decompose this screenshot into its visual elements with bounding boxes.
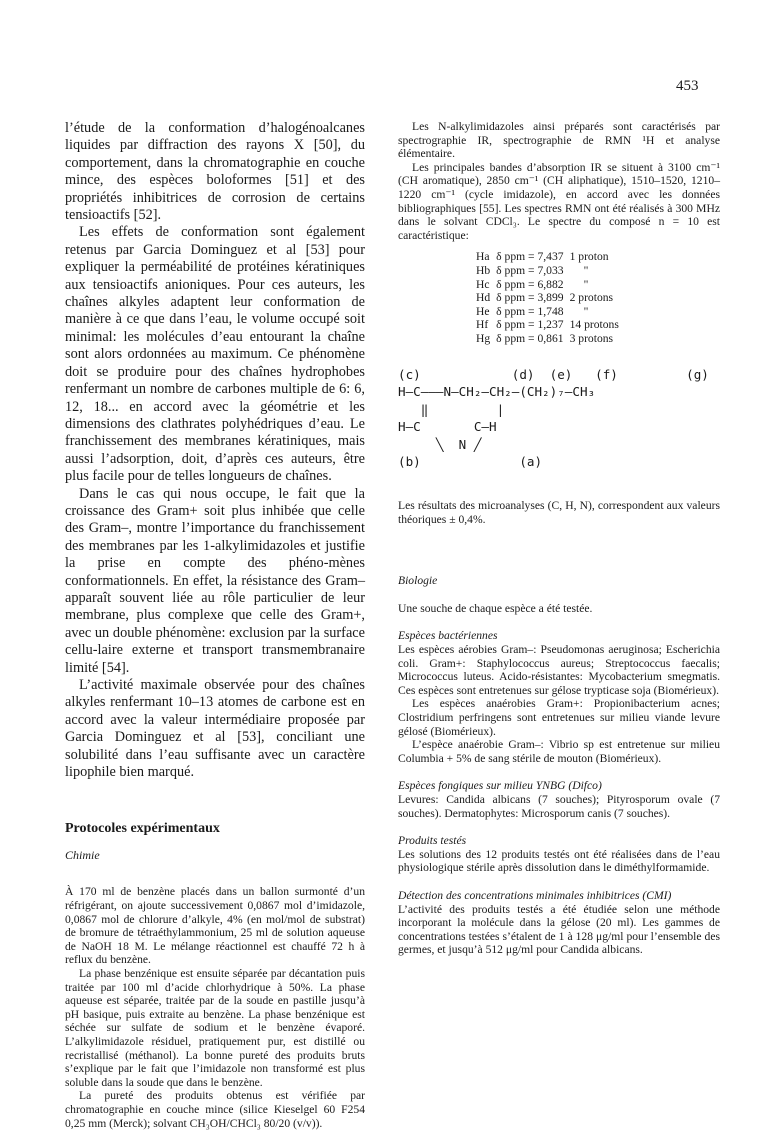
nmr-row: Hf δ ppm = 1,237 14 protons: [476, 318, 619, 332]
chimie-paragraph-1: À 170 ml de benzène placés dans un ballon surmonté d’un réfrigérant, on ajoute successivement 0,0867 mol d’imidazole, 0,0867 mol de chlorure d’alkyle, 4% (en mol/mol de substrat) de bromure de tétraéthylammonium, 25 ml de solution aqueuse de NaOH 18 M. Le mélange réactionnel est chauffé 72 h à reflux du benzène.: [65, 885, 365, 967]
page-number: 453: [676, 78, 699, 94]
nmr-row: Hg δ ppm = 0,861 3 protons: [476, 331, 614, 345]
intro-paragraph: l’étude de la conformation d’halogénoalcanes liquides par diffraction des rayons X [50], du comportement, dans la chromatographie en couche mince, des espèces boloformes [51] et des propriétés inhibitrices de corrosion de certains tensioactifs [52].: [65, 120, 365, 224]
characterisation-paragraph: Les N-alkylimidazoles ainsi préparés sont caractérisés par spectrographie IR, spectrographie de RMN ¹H et analyse élémentaire.: [398, 120, 720, 161]
section-heading: Protocoles expérimentaux: [65, 821, 220, 837]
bacteria-heading: Espèces bactériennes: [398, 629, 498, 643]
nmr-row: He δ ppm = 1,748 ": [476, 304, 589, 318]
bacteria-paragraph-1: Les espèces aérobies Gram–: Pseudomonas aeruginosa; Escherichia coli. Gram+: Staphylococcus aureus; Streptococcus faecalis; Micrococcus luteus. Acido-résistantes: Mycobacterium smegmatis. Ces espèces sont entretenues sur gélose trypticase soja (Biomérieux).: [398, 643, 720, 697]
fungi-paragraph: Levures: Candida albicans (7 souches); Pityrosporum ovale (7 souches). Dermatophytes: Microsporum canis (7 souches).: [398, 792, 720, 820]
chimie-paragraph-3: La pureté des produits obtenus est vérifiée par chromatographie en couche mince (silice Kieselgel 60 F254 0,25 mm (Merck); solvant CH₃OH/CHCl₃ 80/20 (v/v)).: [65, 1089, 365, 1130]
conformation-paragraph: Les effets de conformation sont également retenus par Garcia Dominguez et al [53] pour expliquer la perméabilité de protéines kératiniques aux tensioactifs anioniques. Pour ces auteurs, les chaînes alkyles adaptent leur conformation de manière à ce que dans l’eau, le volume occupé soit minimal: les molécules d’eau entourant la chaîne sont alors ordonnées au maximum. Ce phénomène doit se produire pour des chaînes hydrophobes renfermant un nombre de carbones multiple de 6: 6, 12, 18... en accord avec la géométrie et les dimensions des clathrates polyhédriques d’eau. Le franchissement des membranes kératiniques, mais aussi l’adsorption, doit, d’après ces auteurs, être plus facile pour de telles longueurs de chaînes.: [65, 224, 365, 485]
activity-paragraph: L’activité maximale observée pour des chaînes alkyles renfermant 10–13 atomes de carbone est en accord avec la valeur intermédiaire proposée par Garcia Dominguez et al [53], conciliant une solubilité dans l’eau suffisante avec un caractère lipophile bien marqué.: [65, 677, 365, 781]
nmr-row: Hc δ ppm = 6,882 ": [476, 277, 589, 291]
nmr-row: Hb δ ppm = 7,033 ": [476, 263, 589, 277]
chimie-paragraph-2: La phase benzénique est ensuite séparée par décantation puis traitée par 100 ml d’acide chlorhydrique à 50%. La phase aqueuse est séparée, traitée par de la soude en pastille jusqu’à pH basique, puis extraite au benzène. La phase benzénique est séchée sur sulfate de sodium et le benzène évaporé. L’alkylimidazole résiduel, pratiquement pur, est distillé ou recristallisé (méthanol). La bonne pureté des produits bruts s’explique par le fait que l’imidazole non transformé est plus soluble dans la soude que dans le benzène.: [65, 967, 365, 1089]
products-paragraph: Les solutions des 12 produits testés ont été réalisées dans de l’eau physiologique stérile après dissolution dans le diméthylformamide.: [398, 847, 720, 875]
bacteria-paragraph-2: Les espèces anaérobies Gram+: Propionibacterium acnes; Clostridium perfringens sont entretenues sur milieu viande levure gélosé (Biomérieux).: [398, 697, 720, 738]
biologie-intro: Une souche de chaque espèce a été testée.: [398, 601, 593, 615]
left-column: [65, 120, 365, 1130]
nmr-table: [476, 250, 625, 345]
right-column: [398, 120, 720, 957]
nmr-row: Ha δ ppm = 7,437 1 proton: [476, 250, 609, 264]
chimie-subheading: Chimie: [65, 848, 100, 863]
cmi-heading: Détection des concentrations minimales inhibitrices (CMI): [398, 888, 672, 902]
gram-paragraph: Dans le cas qui nous occupe, le fait que la croissance des Gram+ soit plus inhibée que celle des Gram–, montre l’importance du franchissement des membranes par les 1-alkylimidazoles et justifie la prise en compte des phéno-mènes conformationnels. En effet, la résistance des Gram– apparaît souvent liée au rôle particulier de leur membrane, plus complexe que celle des Gram+, avec un double phénomène: exclusion par la surface cellu-laire externe et transport transmembranaire limité [54].: [65, 485, 365, 676]
cmi-paragraph: L’activité des produits testés a été étudiée selon une méthode incorporant la molécule dans la gélose (20 ml). Les gammes de concentrations testées s’étalent de 1 à 128 μg/ml pour l’ensemble des germes, et jusqu’à 512 μg/ml pour Candida albicans.: [398, 902, 720, 957]
microanalysis-paragraph: Les résultats des microanalyses (C, H, N), correspondent aux valeurs théoriques ± 0,4%.: [398, 499, 720, 526]
bacteria-paragraph-3: L’espèce anaérobie Gram–: Vibrio sp est entretenue sur milieu Columbia + 5% de sang stérile de mouton (Biomérieux).: [398, 738, 720, 765]
nmr-row: Hd δ ppm = 3,899 2 protons: [476, 291, 614, 305]
ir-paragraph: Les principales bandes d’absorption IR se situent à 3100 cm⁻¹ (CH aromatique), 2850 cm⁻¹ (CH aliphatique), 1510–1520, 1210–1220 cm⁻¹ (cycle imidazole), en accord avec les données bibliographiques [55]. Les spectres RMN ont été réalisés à 300 MHz dans le solvant CDCl₃. Le spectre du composé n = 10 est caractéristique:: [398, 160, 720, 242]
products-heading: Produits testés: [398, 834, 467, 848]
fungi-heading: Espèces fongiques sur milieu YNBG (Difco): [398, 779, 602, 793]
biologie-heading: Biologie: [398, 574, 438, 588]
imidazole-structure: (c) (d) (e) (f) (g) H—C———N—CH₂—CH₂—(CH₂)₇—CH₃ ‖ | H—C C—H ╲ N ╱ (b) (a): [398, 366, 709, 470]
